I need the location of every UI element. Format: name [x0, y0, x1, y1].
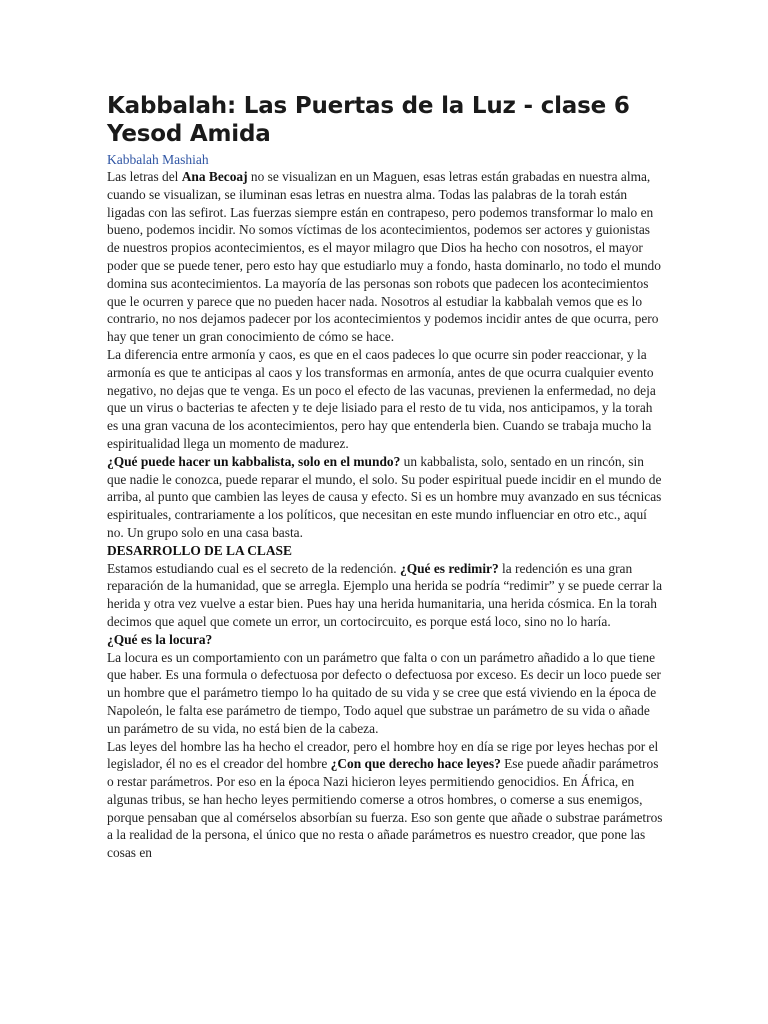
paragraph-text: Las letras del: [107, 169, 182, 184]
bold-question: ¿Qué puede hacer un kabbalista, solo en el mundo?: [107, 453, 401, 469]
section-heading: [107, 542, 663, 560]
document-page: [107, 92, 663, 862]
paragraph-3: [107, 453, 663, 542]
bold-term: Ana Becoaj: [181, 169, 248, 184]
author-link[interactable]: Kabbalah Mashiah: [107, 152, 209, 167]
paragraph-text: la redención es una gran reparación de la humanidad, que se arregla. Ejemplo una herida se podría “redimir” y se puede cerrar la herida y otra vez vuelve a estar bien. Pues hay una herida humanitaria, una herida cósmica. En la torah decimos que aquel que comete un error, un cortocircuito, es porque está loco, sino no lo haría.: [107, 560, 663, 629]
paragraph-text: Ese puede añadir parámetros o restar parámetros. Por eso en la época Nazi hicieron leyes permitiendo genocidios. En África, en algunas tribus, se han hecho leyes permitiendo comerse a otros hombres, o comerse a sus enemigos, porque pensaban que al comérselos absorbían su fuerza. Eso son gente que añade o substrae parámetros a la realidad de la persona, el único que no resta o añade parámetros es nuestro creador, que pone las cosas en: [107, 756, 663, 861]
paragraph-8: [107, 738, 663, 863]
bold-question: ¿Qué es redimir?: [400, 560, 499, 576]
section-heading-text: DESARROLLO DE LA CLASE: [107, 542, 292, 558]
paragraph-text: Las leyes del hombre las ha hecho el creador, pero el hombre hoy en día se rige por leyes hechas por el legislador, él no es el creador del hombre: [107, 738, 659, 772]
paragraph-1: [107, 168, 663, 346]
paragraph-text: no se visualizan en un Maguen, esas letras están grabadas en nuestra alma, cuando se visualizan, se iluminan esas letras en nuestra alma. Todas las palabras de la torah están ligadas con las sefirot. Las fuerzas siempre están en contrapeso, pero podemos transformar lo malo en bueno, podemos incidir. No somos víctimas de los acontecimientos, podemos ser actores y guionistas de nuestros propios acontecimientos, es el mayor milagro que Dios ha hecho con nosotros, el mayor poder que se puede tener, pero esto hay que estudiarlo muy a fondo, hasta dominarlo, no todo el mundo domina sus acontecimientos. La mayoría de las personas son robots que padecen los acontecimientos que le ocurren y parece que no pueden hacer nada. Nosotros al estudiar la kabbalah vemos que es lo contrario, no nos dejamos padecer por los acontecimientos y podemos incidir antes de que ocurra, pero hay que tener un gran conocimiento de cómo se hace.: [107, 169, 661, 345]
paragraph-7: [107, 649, 663, 738]
title-line-1: Kabbalah: Las Puertas de la Luz - clase 6: [107, 93, 630, 119]
paragraph-text: un kabbalista, solo, sentado en un rincón, sin que nadie le conozca, puede reparar el mundo, el solo. Su poder espiritual puede incidir en el mundo de arriba, al punto que cambien las leyes de causa y efecto. Si es un hombre muy avanzado en sus técnicas espirituales, contrariamente a los políticos, que necesitan en este mundo influenciar en otro etc., aquí no. Un grupo solo en una casa basta.: [107, 453, 662, 540]
paragraph-2: [107, 346, 663, 453]
paragraph-5: [107, 560, 663, 631]
paragraph-6: [107, 631, 663, 649]
title-line-2: Yesod Amida: [107, 121, 271, 147]
bold-question: ¿Con que derecho hace leyes?: [330, 756, 501, 772]
document-title: [107, 92, 663, 148]
bold-question: ¿Qué es la locura?: [107, 631, 213, 647]
paragraph-text: Estamos estudiando cual es el secreto de la redención.: [107, 560, 400, 576]
paragraph-text: La diferencia entre armonía y caos, es que en el caos padeces lo que ocurre sin poder reaccionar, y la armonía es que te anticipas al caos y los transformas en armonía, antes de que ocurra cualquier evento negativo, no dejas que te venga. Es un poco el efecto de las vacunas, previenen la enfermedad, no deja que un virus o bacterias te afecten y te deje lisiado para el resto de tu vida, nos anticipamos, y la torah es una gran vacuna de los acontecimientos, pero hay que entenderla bien. Cuando se trabaja mucho la espiritualidad llega un momento de madurez.: [107, 346, 656, 451]
paragraph-text: La locura es un comportamiento con un parámetro que falta o con un parámetro añadido a lo que tiene que haber. Es una formula o defectuosa por defecto o defectuosa por exceso. Es decir un loco puede ser un hombre que el parámetro tiempo lo ha quitado de su vida y se cree que está viviendo en la época de Napoleón, le falta ese parámetro de tiempo, Todo aquel que substrae un parámetro de su vida o añade un parámetro de su vida, no está bien de la cabeza.: [107, 649, 662, 736]
document-body: [107, 168, 663, 862]
